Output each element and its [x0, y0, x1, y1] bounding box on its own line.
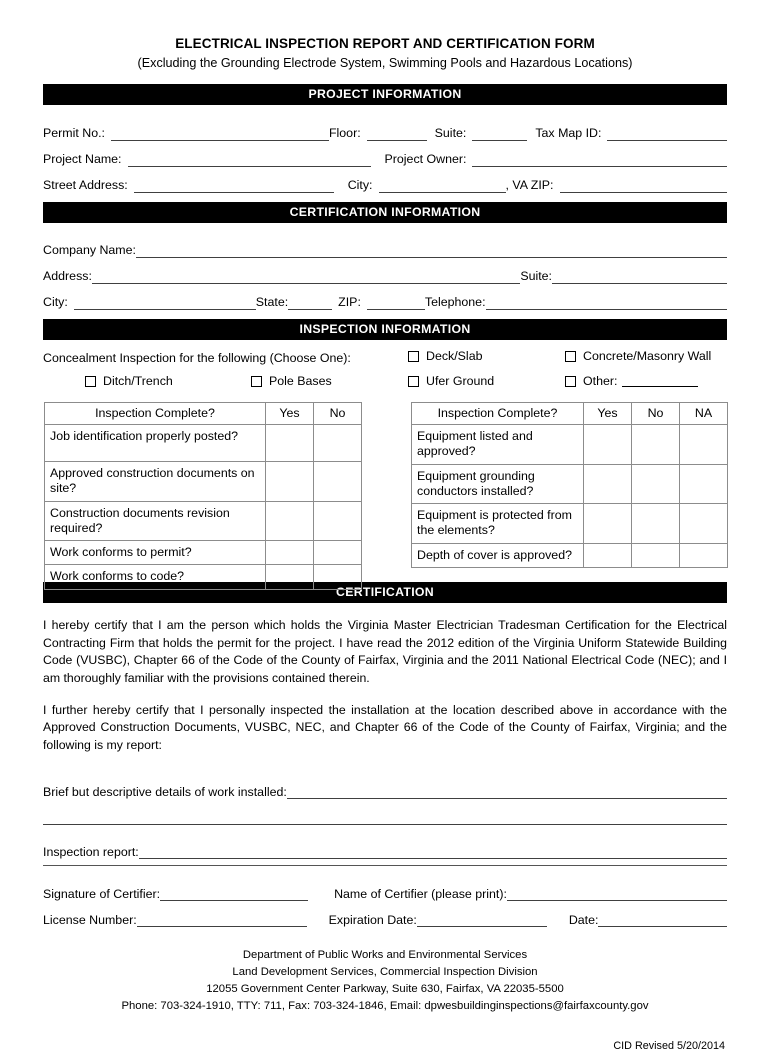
- checkbox-ufer-ground[interactable]: [408, 375, 494, 387]
- project-name-input[interactable]: [128, 154, 371, 167]
- signature-row-1: [43, 875, 727, 901]
- cert-row-company: [43, 232, 727, 258]
- project-row-permit: [43, 115, 727, 141]
- certification-paragraph-1: I hereby certify that I am the person which holds the Virginia Master Electrician Tradesman Certification for the Electrical Contracting Firm that holds the permit for the project. I have read the 2012 edition of the Virginia Uniform Statewide Building Code (VUSBC), Chapter 66 of the Code of the County of Fairfax, Virginia and the 2011 National Electrical Code (NEC); and I am thoroughly familiar with the provisions contained therein.: [43, 618, 727, 685]
- row-no-cell[interactable]: [314, 565, 362, 589]
- expiration-date-input[interactable]: [417, 914, 547, 927]
- cert-address-input[interactable]: [92, 271, 520, 284]
- concealment-prompt: Concealment Inspection for the following (Choose One):: [43, 351, 351, 366]
- table-row: [412, 464, 728, 504]
- floor-label: Floor:: [328, 126, 361, 141]
- checkbox-icon[interactable]: [565, 351, 576, 362]
- tax-map-id-label: Tax Map ID:: [535, 126, 602, 141]
- company-name-label: Company Name:: [43, 243, 136, 258]
- row-yes-cell[interactable]: [584, 504, 632, 544]
- concealment-inspection-choices: [43, 348, 727, 398]
- column-header-question: Inspection Complete?: [412, 403, 584, 425]
- checkbox-ditch-trench[interactable]: [85, 375, 173, 387]
- column-header-yes: Yes: [266, 403, 314, 425]
- cert-telephone-input[interactable]: [486, 297, 727, 310]
- cert-city-input[interactable]: [74, 297, 256, 310]
- street-address-input[interactable]: [134, 180, 334, 193]
- checkbox-label: Ditch/Trench: [103, 374, 173, 389]
- project-row-address: [43, 167, 727, 193]
- signature-row-2: [43, 901, 727, 927]
- footer-line-contact: Phone: 703-324-1910, TTY: 711, Fax: 703-324-1846, Email: dpwesbuildinginspections@fairfaxcounty.gov: [121, 999, 649, 1012]
- column-header-na: NA: [680, 403, 728, 425]
- checkbox-label: Ufer Ground: [426, 374, 495, 389]
- footer-line-division: Land Development Services, Commercial Inspection Division: [232, 966, 538, 979]
- table-row: [412, 425, 728, 465]
- row-no-cell[interactable]: [314, 425, 362, 462]
- checkbox-pole-bases[interactable]: [251, 375, 332, 387]
- concealment-row-1: [43, 348, 727, 373]
- row-question: Equipment is protected from the elements?: [412, 504, 584, 544]
- row-na-cell[interactable]: [680, 464, 728, 504]
- inspection-report-label: Inspection report:: [43, 844, 139, 859]
- expiration-date-label: Expiration Date:: [328, 912, 417, 927]
- row-no-cell[interactable]: [632, 464, 680, 504]
- row-no-cell[interactable]: [632, 425, 680, 465]
- row-no-cell[interactable]: [314, 462, 362, 502]
- section-header-project-information: PROJECT INFORMATION: [43, 84, 727, 105]
- checkbox-deck-slab[interactable]: [408, 350, 482, 362]
- cert-state-input[interactable]: [288, 297, 332, 310]
- report-row-details: [43, 773, 727, 799]
- table-row: [45, 425, 362, 462]
- license-number-label: License Number:: [43, 912, 137, 927]
- table-row: [45, 501, 362, 541]
- project-name-label: Project Name:: [43, 152, 122, 167]
- page-title: ELECTRICAL INSPECTION REPORT AND CERTIFICATION FORM: [175, 36, 595, 51]
- row-no-cell[interactable]: [314, 541, 362, 565]
- table-row: [45, 462, 362, 502]
- checkbox-label: Other:: [583, 374, 618, 389]
- date-input[interactable]: [598, 914, 727, 927]
- street-address-label: Street Address:: [43, 178, 128, 193]
- cert-row-city: [43, 284, 727, 310]
- report-row-inspection: [43, 833, 727, 859]
- row-yes-cell[interactable]: [266, 425, 314, 462]
- checkbox-icon[interactable]: [408, 376, 419, 387]
- work-details-label: Brief but descriptive details of work installed:: [43, 784, 287, 799]
- column-header-no: No: [314, 403, 362, 425]
- city-input[interactable]: [379, 180, 506, 193]
- checkbox-concrete-masonry-wall[interactable]: [565, 350, 711, 362]
- project-information-fields: [43, 115, 727, 193]
- permit-no-input[interactable]: [111, 128, 329, 141]
- cert-suite-input[interactable]: [552, 271, 727, 284]
- inspection-table-right: [411, 402, 728, 568]
- column-header-no: No: [632, 403, 680, 425]
- company-name-input[interactable]: [136, 245, 727, 258]
- concealment-row-2: [43, 373, 727, 398]
- checkbox-icon[interactable]: [408, 351, 419, 362]
- table-header-row: [412, 403, 728, 425]
- inspection-table-left: [44, 402, 362, 590]
- column-header-question: Inspection Complete?: [45, 403, 266, 425]
- tax-map-id-input[interactable]: [607, 128, 727, 141]
- column-header-yes: Yes: [584, 403, 632, 425]
- row-yes-cell[interactable]: [266, 541, 314, 565]
- row-yes-cell[interactable]: [584, 543, 632, 567]
- suite-input[interactable]: [472, 128, 527, 141]
- page-subtitle: (Excluding the Grounding Electrode System, Swimming Pools and Hazardous Locations): [137, 55, 633, 70]
- row-question: Work conforms to permit?: [45, 541, 266, 565]
- footer: [43, 947, 727, 1014]
- table-row: [45, 565, 362, 589]
- row-no-cell[interactable]: [632, 543, 680, 567]
- row-na-cell[interactable]: [680, 504, 728, 544]
- footer-line-department: Department of Public Works and Environmental Services: [242, 949, 528, 962]
- report-fields: [43, 773, 727, 859]
- checkbox-other[interactable]: [565, 375, 698, 387]
- row-no-cell[interactable]: [314, 501, 362, 541]
- cert-zip-input[interactable]: [367, 297, 425, 310]
- certifier-name-label: Name of Certifier (please print):: [334, 886, 507, 901]
- inspection-tables: [43, 402, 727, 582]
- cert-zip-label: ZIP:: [338, 295, 361, 310]
- section-header-inspection-information: INSPECTION INFORMATION: [43, 319, 727, 340]
- row-na-cell[interactable]: [680, 425, 728, 465]
- row-question: Construction documents revision required?: [45, 501, 266, 541]
- cert-city-label: City:: [43, 295, 68, 310]
- checkbox-label: Pole Bases: [269, 374, 332, 389]
- form-page: [43, 0, 727, 1052]
- checkbox-icon[interactable]: [565, 376, 576, 387]
- row-question: Depth of cover is approved?: [412, 543, 584, 567]
- city-label: City:: [347, 178, 373, 193]
- checkbox-label: Deck/Slab: [426, 349, 483, 364]
- cert-suite-label: Suite:: [520, 269, 552, 284]
- footer-line-address: 12055 Government Center Parkway, Suite 630, Fairfax, VA 22035-5500: [206, 982, 564, 995]
- row-question: Work conforms to code?: [45, 565, 266, 589]
- row-yes-cell[interactable]: [584, 464, 632, 504]
- row-question: Equipment listed and approved?: [412, 425, 584, 465]
- signature-block: [43, 865, 727, 927]
- certifier-name-input[interactable]: [507, 888, 727, 901]
- certification-information-fields: [43, 232, 727, 310]
- table-row: [45, 541, 362, 565]
- suite-label: Suite:: [434, 126, 467, 141]
- row-yes-cell[interactable]: [266, 501, 314, 541]
- signature-label: Signature of Certifier:: [43, 886, 161, 901]
- work-details-continuation-input[interactable]: [43, 799, 727, 825]
- row-na-cell[interactable]: [680, 543, 728, 567]
- signature-input[interactable]: [160, 888, 308, 901]
- revision-note: CID Revised 5/20/2014: [613, 1040, 725, 1052]
- row-no-cell[interactable]: [632, 504, 680, 544]
- row-question: Equipment grounding conductors installed?: [412, 464, 584, 504]
- checkbox-icon[interactable]: [85, 376, 96, 387]
- cert-row-address: [43, 258, 727, 284]
- floor-input[interactable]: [367, 128, 427, 141]
- zip-input[interactable]: [560, 180, 728, 193]
- section-header-certification: CERTIFICATION: [43, 582, 727, 603]
- work-details-input[interactable]: [287, 786, 727, 799]
- checkbox-icon[interactable]: [251, 376, 262, 387]
- row-question: Approved construction documents on site?: [45, 462, 266, 502]
- project-owner-label: Project Owner:: [384, 152, 467, 167]
- project-owner-input[interactable]: [472, 154, 727, 167]
- row-yes-cell[interactable]: [584, 425, 632, 465]
- inspection-report-input[interactable]: [139, 846, 727, 859]
- table-header-row: [45, 403, 362, 425]
- certification-paragraph-2: I further hereby certify that I personally inspected the installation at the location described above in accordance with the Approved Construction Documents, VUSBC, NEC, and Chapter 66 of the Code of the County of Fairfax, Virginia; and the following is my report:: [43, 702, 727, 752]
- certification-statements: [43, 617, 727, 754]
- project-row-name: [43, 141, 727, 167]
- table-row: [412, 504, 728, 544]
- section-header-certification-information: CERTIFICATION INFORMATION: [43, 202, 727, 223]
- row-yes-cell[interactable]: [266, 462, 314, 502]
- checkbox-label: Concrete/Masonry Wall: [583, 349, 712, 364]
- cert-state-label: State:: [255, 295, 289, 310]
- row-yes-cell[interactable]: [266, 565, 314, 589]
- checkbox-other-input[interactable]: [622, 375, 698, 387]
- state-zip-label: , VA ZIP:: [505, 178, 554, 193]
- row-question: Job identification properly posted?: [45, 425, 266, 462]
- license-number-input[interactable]: [137, 914, 307, 927]
- cert-address-label: Address:: [43, 269, 92, 284]
- cert-telephone-label: Telephone:: [424, 295, 486, 310]
- permit-no-label: Permit No.:: [43, 126, 105, 141]
- date-label: Date:: [568, 912, 599, 927]
- table-row: [412, 543, 728, 567]
